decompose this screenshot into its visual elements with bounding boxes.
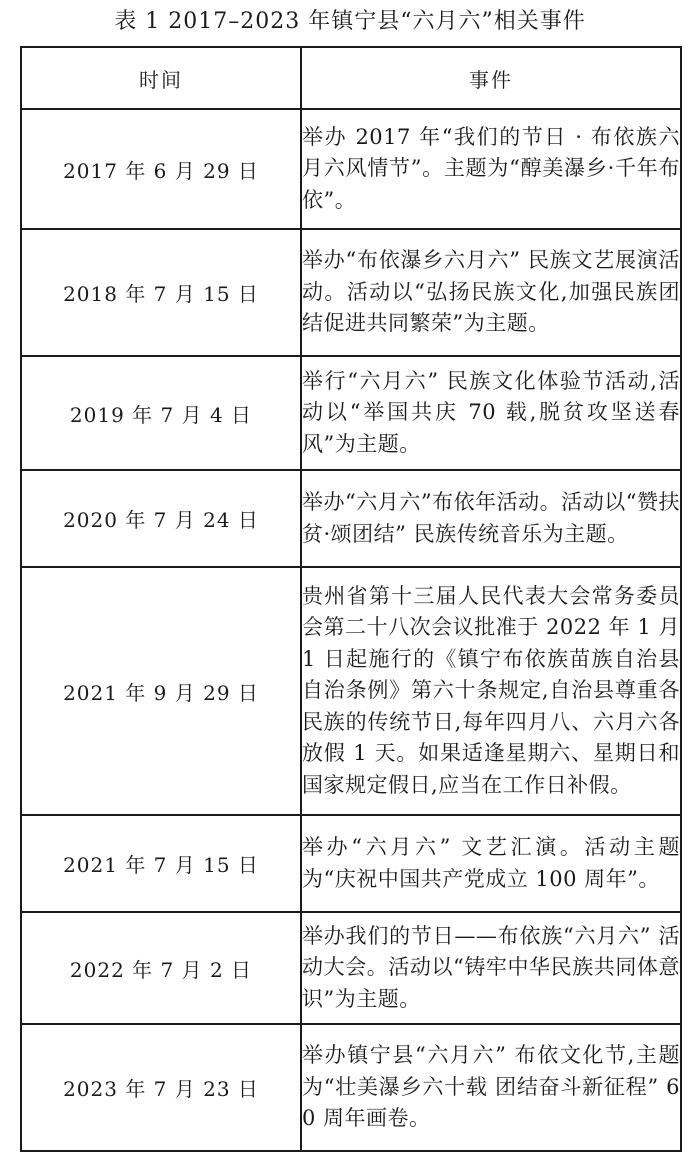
row-time: 2020 年 7 月 24 日: [21, 470, 301, 567]
row-event: 举行“六月六” 民族文化体验节活动,活动以“举国共庆 70 载,脱贫攻坚送春风”为主题。: [301, 356, 681, 470]
row-event: 举办 2017 年“我们的节日 · 布依族六月六风情节”。主题为“醇美瀑乡·千年布依”。: [301, 109, 681, 229]
row-time: 2018 年 7 月 15 日: [21, 229, 301, 356]
row-event: 贵州省第十三届人民代表大会常务委员会第二十八次会议批准于 2022 年 1 月 1 日起施行的《镇宁布依族苗族自治县自治条例》第六十条规定,自治县尊重各民族的传统节日,每年四月八、六月六各放假 1 天。如果适逢星期六、星期日和国家规定假日,应当在工作日补假。: [301, 567, 681, 815]
table-row: [21, 229, 681, 356]
row-event: 举办“六月六” 文艺汇演。活动主题为“庆祝中国共产党成立 100 周年”。: [301, 815, 681, 912]
row-time: 2019 年 7 月 4 日: [21, 356, 301, 470]
table-header-row: [21, 47, 681, 109]
table-caption: 表 1 2017–2023 年镇宁县“六月六”相关事件: [114, 9, 586, 34]
row-time: 2017 年 6 月 29 日: [21, 109, 301, 229]
header-time: 时间: [21, 47, 301, 109]
table-row: [21, 815, 681, 912]
row-time: 2021 年 9 月 29 日: [21, 567, 301, 815]
row-time: 2022 年 7 月 2 日: [21, 912, 301, 1024]
table-row: [21, 1024, 681, 1151]
row-event: 举办“布依瀑乡六月六” 民族文艺展演活动。活动以“弘扬民族文化,加强民族团结促进共同繁荣”为主题。: [301, 229, 681, 356]
row-event: 举办镇宁县“六月六” 布依文化节,主题为“壮美瀑乡六十载 团结奋斗新征程” 60 周年画卷。: [301, 1024, 681, 1151]
table-row: [21, 470, 681, 567]
table-row: [21, 356, 681, 470]
row-time: 2023 年 7 月 23 日: [21, 1024, 301, 1151]
events-table: [20, 46, 682, 1152]
table-row: [21, 567, 681, 815]
table-row: [21, 109, 681, 229]
row-time: 2021 年 7 月 15 日: [21, 815, 301, 912]
row-event: 举办我们的节日——布依族“六月六” 活动大会。活动以“铸牢中华民族共同体意识”为主题。: [301, 912, 681, 1024]
row-event: 举办“六月六”布依年活动。活动以“赞扶贫·颂团结” 民族传统音乐为主题。: [301, 470, 681, 567]
header-event: 事件: [301, 47, 681, 109]
table-row: [21, 912, 681, 1024]
